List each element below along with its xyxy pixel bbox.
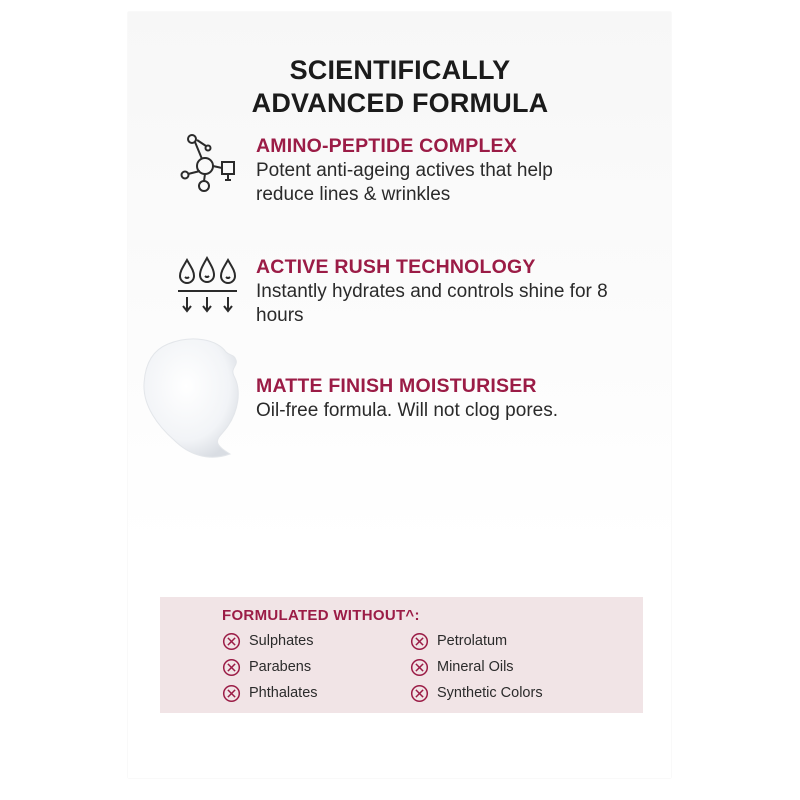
water-drops-icon [178,256,238,316]
cross-circle-icon [222,658,241,677]
without-label: Sulphates [249,633,314,649]
feature-title: ACTIVE RUSH TECHNOLOGY [256,256,536,278]
formulated-without-title: FORMULATED WITHOUT^: [222,607,420,624]
headline-line-2: ADVANCED FORMULA [251,88,549,118]
without-label: Parabens [249,659,312,675]
without-item-parabens [222,656,311,678]
feature-description: Instantly hydrates and controls shine for 8 hours [256,281,608,326]
cross-circle-icon [222,684,241,703]
without-item-sulphates [222,630,314,652]
without-label: Phthalates [249,685,318,701]
cream-swatch-icon [138,336,248,466]
feature-description: Potent anti-ageing actives that help reduce lines & wrinkles [256,160,553,205]
without-label: Synthetic Colors [437,685,543,701]
formulated-without-panel [160,597,643,713]
feature-title: MATTE FINISH MOISTURISER [256,375,537,397]
feature-active-rush [256,255,656,328]
cross-circle-icon [222,632,241,651]
without-item-phthalates [222,682,318,704]
feature-matte-finish [256,374,656,423]
cross-circle-icon [410,684,429,703]
headline-line-1: SCIENTIFICALLY [289,55,511,85]
molecule-icon [180,132,240,194]
feature-amino-peptide [256,134,656,207]
headline [0,54,800,120]
without-item-synthetic-colors [410,682,543,704]
cross-circle-icon [410,632,429,651]
without-label: Petrolatum [437,633,508,649]
without-label: Mineral Oils [437,659,514,675]
cross-circle-icon [410,658,429,677]
feature-description: Oil-free formula. Will not clog pores. [256,400,558,421]
feature-title: AMINO-PEPTIDE COMPLEX [256,135,517,157]
without-item-petrolatum [410,630,507,652]
without-item-mineral-oils [410,656,514,678]
